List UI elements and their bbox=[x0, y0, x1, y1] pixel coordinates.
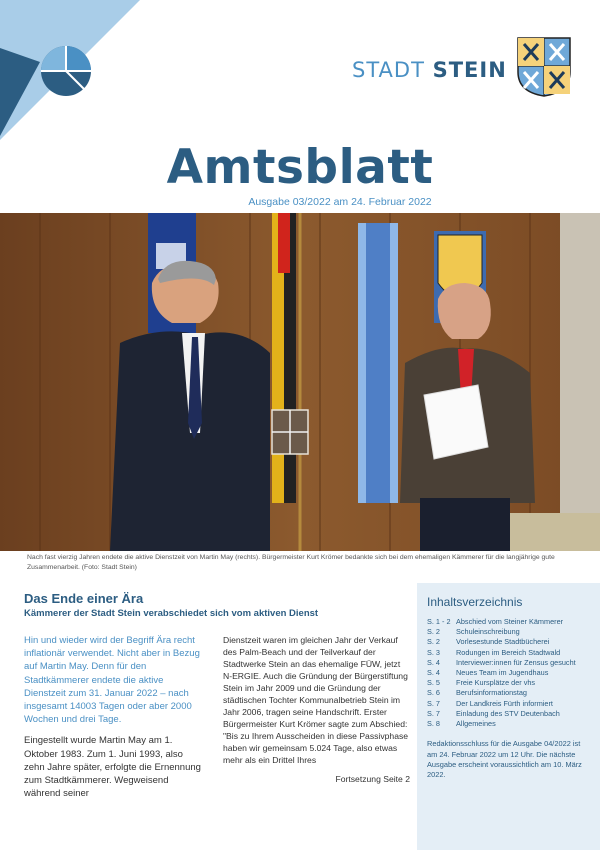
photo-caption: Nach fast vierzig Jahren endete die aktive Dienstzeit von Martin May (rechts). Bürgermeister Kurt Krömer bedankte sich bei dem ehemaligen Kämmerer für die langjährige gute Zusammenarbeit. (Foto: Stadt Stein) bbox=[27, 554, 555, 571]
toc-item[interactable] bbox=[427, 637, 590, 647]
toc-text: Vorlesestunde Stadtbücherei bbox=[456, 637, 550, 647]
article-heading: Das Ende einer Ära bbox=[24, 591, 144, 606]
cover-photo bbox=[0, 213, 600, 551]
toc-text: Rodungen im Bereich Stadtwald bbox=[456, 647, 561, 657]
toc-text: Schuleinschreibung bbox=[456, 627, 520, 637]
toc-item[interactable] bbox=[427, 719, 590, 729]
toc-title: Inhaltsverzeichnis bbox=[427, 595, 523, 609]
toc-item[interactable] bbox=[427, 648, 590, 658]
toc-page: S. 1 - 2 bbox=[427, 617, 451, 626]
corner-pie-logo-icon bbox=[0, 0, 140, 140]
toc-page: S. 6 bbox=[427, 688, 440, 698]
toc-item[interactable] bbox=[427, 668, 590, 678]
toc-item[interactable] bbox=[427, 688, 590, 698]
toc-text: Freie Kursplätze der vhs bbox=[456, 678, 536, 688]
toc-page: S. 7 bbox=[427, 698, 440, 708]
toc-page: S. 5 bbox=[427, 678, 440, 688]
toc-text: Allgemeines bbox=[456, 719, 496, 729]
toc-text: Abschied vom Steiner Kämmerer bbox=[456, 617, 564, 626]
toc-item[interactable] bbox=[427, 678, 590, 688]
issue-date: Ausgabe 03/2022 am 24. Februar 2022 bbox=[248, 196, 432, 208]
article-paragraph-2: Dienstzeit waren im gleichen Jahr der Verkauf des Palm-Beach und der Teilverkauf der Stadtwerke Stein an das ehemalige FÜW, jetzt N-ERGIE. Auch die Gründung der Bürgerstiftung Stein im Jahr 2009 und die Gründung der städtischen Tochter Kommunalbetrieb Stein im Jahr 2006, tragen seine Handschrift. Erster Bürgermeister Kurt Krömer sagte zum Abschied: "Bis zu Ihrem Ausscheiden in diese Passivphase haben wir gemeinsam 5.024 Tage, also etwas mehr als ein Drittel Ihres bbox=[223, 635, 409, 765]
article-intro: Hin und wieder wird der Begriff Ära recht inflationär verwendet. Nicht aber in Bezug auf Martin May. Denn für den Stadtkämmerer endete die aktive Dienstzeit zum 31. Januar 2022 – nach insgesamt 14003 Tagen oder aber 2000 Wochen und drei Tage. bbox=[24, 635, 200, 726]
toc-text: Der Landkreis Fürth informiert bbox=[456, 698, 553, 708]
brand-main: STEIN bbox=[432, 58, 507, 82]
city-brand bbox=[352, 58, 507, 82]
toc-page: S. 2 bbox=[427, 637, 440, 647]
deadline-note: Redaktionsschluss für die Ausgabe 04/2022 ist am 24. Februar 2022 um 12 Uhr. Die nächste Ausgabe erscheint voraussichtlich am 10. März 2022. bbox=[427, 739, 582, 780]
article-column-1 bbox=[24, 634, 206, 800]
toc-item[interactable] bbox=[427, 627, 590, 637]
toc-page: S. 7 bbox=[427, 708, 440, 718]
toc-text: Einladung des STV Deutenbach bbox=[456, 708, 560, 718]
toc-item[interactable] bbox=[427, 617, 590, 627]
toc-item[interactable] bbox=[427, 699, 590, 709]
article-column-2 bbox=[223, 634, 410, 766]
toc-page: S. 2 bbox=[427, 627, 440, 637]
toc-text: Interviewer:innen für Zensus gesucht bbox=[456, 657, 576, 667]
article-subheading: Kämmerer der Stadt Stein verabschiedet sich vom aktiven Dienst bbox=[24, 608, 319, 619]
toc-text: Neues Team im Jugendhaus bbox=[456, 668, 549, 678]
toc-item[interactable] bbox=[427, 658, 590, 668]
toc-page: S. 4 bbox=[427, 668, 440, 678]
city-crest-icon bbox=[516, 36, 572, 98]
toc-item[interactable] bbox=[427, 709, 590, 719]
toc-page: S. 8 bbox=[427, 719, 440, 729]
brand-prefix: STADT bbox=[352, 58, 425, 82]
continued-note: Fortsetzung Seite 2 bbox=[335, 774, 410, 784]
page-title: Amtsblatt bbox=[166, 140, 434, 195]
toc-text: Berufsinformationstag bbox=[456, 688, 527, 698]
table-of-contents bbox=[417, 583, 600, 850]
toc-page: S. 3 bbox=[427, 647, 440, 657]
toc-page: S. 4 bbox=[427, 657, 440, 667]
article-paragraph-1: Eingestellt wurde Martin May am 1. Oktober 1983. Zum 1. Juni 1993, also zehn Jahre später, erfolgte die Ernennung zum Stadtkämmerer. Wegweisend während seiner bbox=[24, 735, 201, 800]
